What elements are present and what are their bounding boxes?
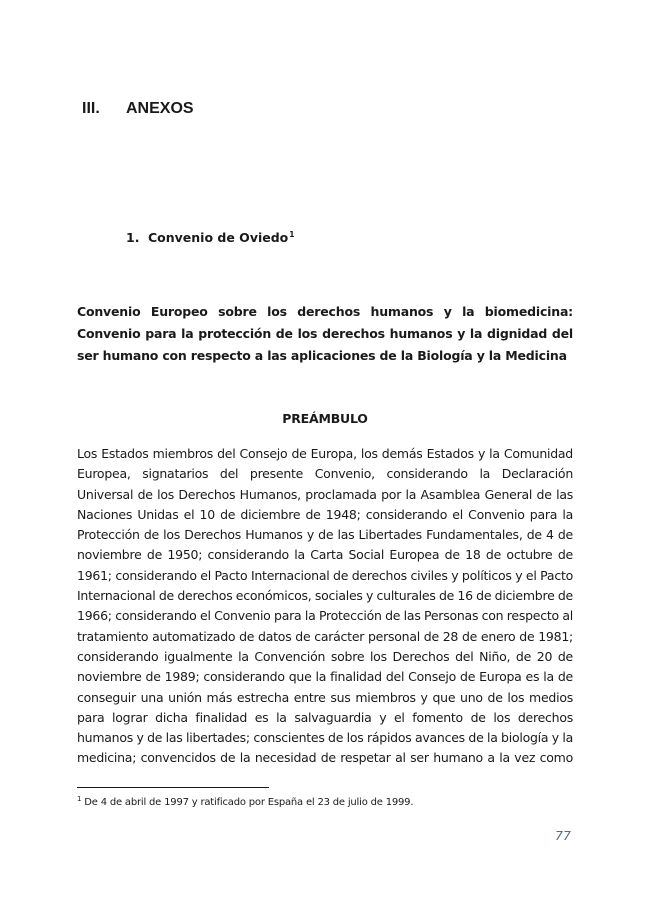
preamble-text: Los Estados miembros del Consejo de Europa, los demás Estados y la Comunidad Europea, signatarios del presente Convenio, considerando la Declaración Universal de los Derechos Humanos, proclamada por la Asamblea General de las Naciones Unidas el 10 de diciembre de 1948; considerando el Convenio para la Protección de los Derechos Humanos y de las Libertades Fundamentales, de 4 de noviembre de 1950; considerando la Carta Social Europea de 18 de octubre de 1961; considerando el Pacto Internacional de derechos civiles y políticos y el Pacto Internacional de derechos económicos, sociales y culturales de 16 de diciembre de 1966; considerando el Convenio para la Protección de las Personas con respecto al tratamiento automatizado de datos de carácter personal de 28 de enero de 1981; considerando igualmente la Convención sobre los Derechos del Niño, de 20 de noviembre de 1989; considerando que la finalidad del Consejo de Europa es la de conseguir una unión más estrecha entre sus miembros y que uno de los medios para lograr dicha finalidad es la salvaguardia y el fomento de los derechos humanos y de las libertades; conscientes de los rápidos avances de la biología y la medicina; convencidos de la necesidad de respetar al ser humano a la vez como <box>77 446 573 766</box>
section-heading <box>82 100 194 118</box>
footnote-text: De 4 de abril de 1997 y ratificado por España el 23 de julio de 1999. <box>84 797 414 808</box>
footnote <box>77 795 413 808</box>
section-title: ANEXOS <box>126 100 194 117</box>
subsection-heading <box>126 230 294 245</box>
footnote-divider <box>77 787 269 788</box>
document-title: Convenio Europeo sobre los derechos humanos y la biomedicina: Convenio para la protección de los derechos humanos y la dignidad del ser humano con respecto a las aplicaciones de la Biología y la Medicina <box>77 304 573 363</box>
footnote-reference: 1 <box>289 230 295 239</box>
subsection-number: 1. <box>126 230 140 245</box>
footnote-number: 1 <box>77 795 82 803</box>
page-number: 77 <box>555 828 571 843</box>
subsection-title: Convenio de Oviedo <box>148 230 289 245</box>
section-number: III. <box>82 100 100 117</box>
preamble-heading: PREÁMBULO <box>282 411 368 426</box>
